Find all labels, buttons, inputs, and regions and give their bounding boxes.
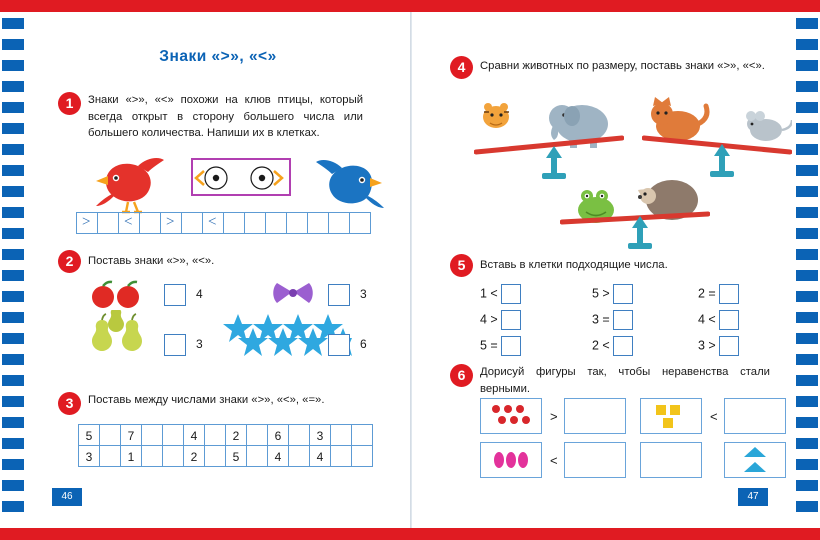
grid-number-cell bbox=[183, 445, 205, 467]
ladder-rung bbox=[2, 18, 24, 29]
equation-row[interactable] bbox=[592, 310, 633, 330]
equation-answer-cell[interactable] bbox=[501, 284, 521, 304]
equation-sign: > bbox=[486, 312, 502, 327]
grid-number: 3 bbox=[85, 450, 93, 464]
sign-6-2: < bbox=[710, 409, 718, 424]
task-2-number-label: 6 bbox=[360, 337, 367, 351]
answer-cell-2-1[interactable] bbox=[164, 284, 186, 306]
grid-answer-cell[interactable] bbox=[141, 424, 163, 446]
grid-answer-cell[interactable] bbox=[141, 445, 163, 467]
grid-answer-cell[interactable] bbox=[162, 445, 184, 467]
ladder-rung bbox=[2, 480, 24, 491]
equation-answer-cell[interactable] bbox=[719, 336, 739, 356]
equation-answer-cell[interactable] bbox=[501, 336, 521, 356]
trace-cell[interactable] bbox=[139, 212, 161, 234]
apples-illustration bbox=[88, 280, 146, 310]
equation-row[interactable] bbox=[592, 336, 633, 356]
equation-sign: > bbox=[704, 338, 720, 353]
ladder-rung bbox=[2, 60, 24, 71]
grid-number-cell bbox=[78, 424, 100, 446]
ladder-rung bbox=[796, 228, 818, 239]
task-5-text: Вставь в клетки подходящие числа. bbox=[480, 259, 668, 271]
task-3-text: Поставь между числами знаки «>», «<», «=». bbox=[88, 394, 325, 406]
grid-number-cell bbox=[183, 424, 205, 446]
trace-cell[interactable] bbox=[244, 212, 266, 234]
ladder-rung bbox=[796, 333, 818, 344]
trace-glyph: < bbox=[208, 214, 217, 230]
equation-answer-cell[interactable] bbox=[613, 310, 633, 330]
grid-number-cell bbox=[309, 424, 331, 446]
ladder-rung bbox=[796, 438, 818, 449]
ladder-rung bbox=[2, 186, 24, 197]
grid-number: 1 bbox=[127, 450, 135, 464]
right-page bbox=[412, 12, 794, 528]
grid-number: 5 bbox=[232, 450, 240, 464]
grid-number-cell bbox=[120, 424, 142, 446]
task-4-text: Сравни животных по размеру, поставь знаки «>», «<». bbox=[480, 60, 765, 72]
grid-answer-cell[interactable] bbox=[288, 424, 310, 446]
equation-answer-cell[interactable] bbox=[501, 310, 521, 330]
answer-box-6-2[interactable] bbox=[724, 398, 786, 434]
task-6-text: Дорисуй фигуры так, чтобы неравенства стали верными. bbox=[480, 366, 770, 395]
grid-answer-cell[interactable] bbox=[246, 445, 268, 467]
ladder-rung bbox=[796, 165, 818, 176]
equation-row[interactable] bbox=[480, 284, 521, 304]
red-bird-illustration bbox=[94, 152, 168, 214]
sign-6-1: > bbox=[550, 409, 558, 424]
task-2-text: Поставь знаки «>», «<». bbox=[88, 255, 215, 267]
ladder-rung bbox=[796, 312, 818, 323]
equation-sign: > bbox=[598, 286, 614, 301]
ladder-rung bbox=[796, 144, 818, 155]
grid-number: 3 bbox=[316, 429, 324, 443]
ladder-rung bbox=[2, 81, 24, 92]
trace-cell[interactable] bbox=[160, 212, 182, 234]
grid-number-cell bbox=[120, 445, 142, 467]
ladder-rung bbox=[796, 60, 818, 71]
grid-answer-cell[interactable] bbox=[99, 445, 121, 467]
grid-answer-cell[interactable] bbox=[204, 424, 226, 446]
grid-number: 4 bbox=[316, 450, 324, 464]
answer-cell-2-3[interactable] bbox=[164, 334, 186, 356]
ladder-rung bbox=[796, 249, 818, 260]
ladder-rung bbox=[796, 270, 818, 281]
task-2-number-label: 4 bbox=[196, 287, 203, 301]
page-number-right: 47 bbox=[738, 488, 768, 506]
grid-number: 4 bbox=[190, 429, 198, 443]
equation-sign: = bbox=[704, 286, 720, 301]
trace-cell[interactable] bbox=[181, 212, 203, 234]
grid-answer-cell[interactable] bbox=[351, 424, 373, 446]
answer-cell-2-4[interactable] bbox=[328, 334, 350, 356]
equation-row[interactable] bbox=[698, 284, 739, 304]
answer-cell-2-2[interactable] bbox=[328, 284, 350, 306]
trace-cell[interactable] bbox=[265, 212, 287, 234]
ladder-rung bbox=[2, 249, 24, 260]
ladder-rung bbox=[2, 438, 24, 449]
right-ladder-decoration bbox=[794, 12, 820, 528]
figure-box-pink-ovals[interactable] bbox=[480, 442, 542, 478]
equation-left-number: 5 bbox=[480, 338, 487, 353]
trace-cell[interactable] bbox=[76, 212, 98, 234]
task-3-number: 3 bbox=[58, 392, 81, 415]
equation-sign: = bbox=[598, 312, 614, 327]
page-title: Знаки «>», «<» bbox=[159, 48, 277, 65]
grid-number-cell bbox=[309, 445, 331, 467]
task-5-number: 5 bbox=[450, 254, 473, 277]
ladder-rung bbox=[2, 165, 24, 176]
ladder-rung bbox=[2, 39, 24, 50]
ladder-rung bbox=[2, 270, 24, 281]
ladder-rung bbox=[796, 396, 818, 407]
equation-left-number: 3 bbox=[592, 312, 599, 327]
grid-answer-cell[interactable] bbox=[204, 445, 226, 467]
page-number-left: 46 bbox=[52, 488, 82, 506]
grid-answer-cell[interactable] bbox=[330, 445, 352, 467]
grid-number-cell bbox=[78, 445, 100, 467]
figure-box-red-dots[interactable] bbox=[480, 398, 542, 434]
ladder-rung bbox=[2, 501, 24, 512]
ladder-rung bbox=[796, 186, 818, 197]
trace-cell[interactable] bbox=[286, 212, 308, 234]
equation-row[interactable] bbox=[698, 310, 739, 330]
equation-row[interactable] bbox=[480, 336, 521, 356]
trace-cell[interactable] bbox=[223, 212, 245, 234]
figure-box-yellow-squares[interactable] bbox=[640, 398, 702, 434]
trace-glyph: > bbox=[82, 214, 91, 230]
grid-number-cell bbox=[225, 445, 247, 467]
equation-left-number: 4 bbox=[698, 312, 705, 327]
trace-glyph: < bbox=[124, 214, 133, 230]
grid-number: 6 bbox=[274, 429, 282, 443]
sign-6-3: < bbox=[550, 453, 558, 468]
grid-number-cell bbox=[267, 424, 289, 446]
trace-row[interactable] bbox=[76, 212, 370, 234]
trace-cell[interactable] bbox=[328, 212, 350, 234]
equation-left-number: 2 bbox=[698, 286, 705, 301]
trace-glyph: > bbox=[166, 214, 175, 230]
grid-answer-cell[interactable] bbox=[99, 424, 121, 446]
grid-number: 7 bbox=[127, 429, 135, 443]
ladder-rung bbox=[2, 291, 24, 302]
ladder-rung bbox=[2, 375, 24, 386]
equation-answer-cell[interactable] bbox=[719, 284, 739, 304]
ladder-rung bbox=[796, 480, 818, 491]
grid-answer-cell[interactable] bbox=[351, 445, 373, 467]
answer-box-6-3[interactable] bbox=[564, 442, 626, 478]
top-red-bar bbox=[0, 0, 820, 12]
trace-cell[interactable] bbox=[307, 212, 329, 234]
ladder-rung bbox=[2, 144, 24, 155]
ladder-rung bbox=[2, 102, 24, 113]
grid-number: 5 bbox=[85, 429, 93, 443]
ladder-rung bbox=[796, 39, 818, 50]
task-1-number: 1 bbox=[58, 92, 81, 115]
ladder-rung bbox=[796, 501, 818, 512]
task-2-number: 2 bbox=[58, 250, 81, 273]
ladder-rung bbox=[796, 18, 818, 29]
equation-row[interactable] bbox=[592, 284, 633, 304]
equation-left-number: 3 bbox=[698, 338, 705, 353]
task-2-number-label: 3 bbox=[360, 287, 367, 301]
ladder-rung bbox=[796, 123, 818, 134]
equation-sign: < bbox=[598, 338, 614, 353]
equation-left-number: 2 bbox=[592, 338, 599, 353]
ladder-rung bbox=[2, 354, 24, 365]
grid-answer-cell[interactable] bbox=[288, 445, 310, 467]
equation-row[interactable] bbox=[480, 310, 521, 330]
task-1-text: Знаки «>», «<» похожи на клюв птицы, который всегда открыт в сторону большего числа или большего количества. Напиши их в клетках. bbox=[88, 94, 363, 139]
ladder-rung bbox=[2, 333, 24, 344]
equation-answer-cell[interactable] bbox=[613, 336, 633, 356]
trace-cell[interactable] bbox=[118, 212, 140, 234]
scale-stand-3 bbox=[620, 214, 660, 254]
grid-number-cell bbox=[225, 424, 247, 446]
ladder-rung bbox=[796, 207, 818, 218]
ladder-rung bbox=[796, 354, 818, 365]
task-4-number: 4 bbox=[450, 56, 473, 79]
equation-sign: < bbox=[704, 312, 720, 327]
trace-cell[interactable] bbox=[97, 212, 119, 234]
grid-answer-cell[interactable] bbox=[330, 424, 352, 446]
ladder-rung bbox=[2, 459, 24, 470]
equation-sign: = bbox=[486, 338, 502, 353]
equation-row[interactable] bbox=[698, 336, 739, 356]
equation-left-number: 4 bbox=[480, 312, 487, 327]
ladder-rung bbox=[2, 417, 24, 428]
trace-cell[interactable] bbox=[202, 212, 224, 234]
ladder-rung bbox=[796, 102, 818, 113]
equation-answer-cell[interactable] bbox=[613, 284, 633, 304]
task-3-row-1[interactable] bbox=[78, 424, 372, 446]
grid-number: 4 bbox=[274, 450, 282, 464]
answer-box-6-4[interactable] bbox=[640, 442, 702, 478]
bow-illustration bbox=[272, 278, 314, 308]
equation-sign: < bbox=[486, 286, 502, 301]
blue-bird-illustration bbox=[314, 154, 386, 212]
trace-cell[interactable] bbox=[349, 212, 371, 234]
bottom-red-bar bbox=[0, 528, 820, 540]
grid-number: 2 bbox=[232, 429, 240, 443]
answer-box-6-1[interactable] bbox=[564, 398, 626, 434]
equation-left-number: 1 bbox=[480, 286, 487, 301]
ladder-rung bbox=[2, 228, 24, 239]
figure-box-blue-triangles[interactable] bbox=[724, 442, 786, 478]
ladder-rung bbox=[2, 396, 24, 407]
ladder-rung bbox=[2, 123, 24, 134]
ladder-rung bbox=[796, 459, 818, 470]
task-2-number-label: 3 bbox=[196, 337, 203, 351]
ladder-rung bbox=[796, 375, 818, 386]
task-6-number: 6 bbox=[450, 364, 473, 387]
grid-number-cell bbox=[267, 445, 289, 467]
ladder-rung bbox=[2, 207, 24, 218]
left-ladder-decoration bbox=[0, 12, 26, 528]
task-3-row-2[interactable] bbox=[78, 445, 372, 467]
grid-answer-cell[interactable] bbox=[246, 424, 268, 446]
pears-illustration bbox=[88, 310, 150, 362]
ladder-rung bbox=[796, 81, 818, 92]
ladder-rung bbox=[796, 291, 818, 302]
equation-answer-cell[interactable] bbox=[719, 310, 739, 330]
grid-answer-cell[interactable] bbox=[162, 424, 184, 446]
ladder-rung bbox=[2, 312, 24, 323]
grid-number: 2 bbox=[190, 450, 198, 464]
left-page bbox=[26, 12, 410, 528]
ladder-rung bbox=[796, 417, 818, 428]
equation-left-number: 5 bbox=[592, 286, 599, 301]
sign-sample-box bbox=[191, 158, 291, 196]
